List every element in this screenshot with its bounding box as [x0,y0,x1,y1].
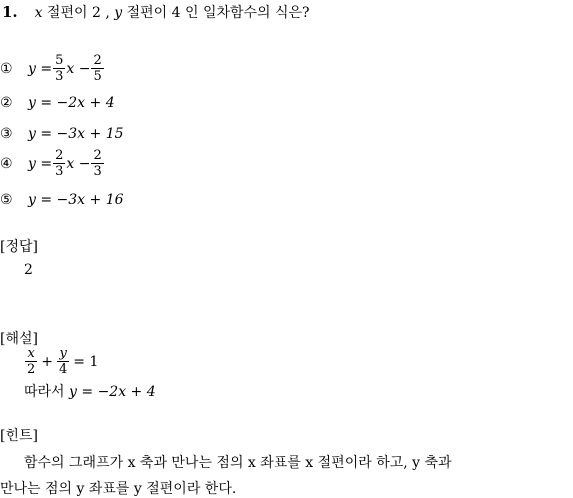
answer-value: 2 [24,262,33,278]
fraction-numerator: 2 [55,148,64,163]
choice-mark: ③ [0,126,13,142]
fraction-numerator: y [59,346,67,361]
choice-4[interactable] [0,148,105,179]
choice-5[interactable] [0,192,124,208]
fraction-denominator: 3 [93,164,102,179]
explanation-expr: y = −2x + 4 [69,384,156,400]
choice-1[interactable] [0,53,105,84]
question [2,2,310,22]
choice-lhs: y = [28,60,53,77]
explanation-prefix: 따라서 [24,384,70,400]
choice-expr: −2x + 4 [56,95,115,111]
choice-mark: ② [0,95,13,111]
choice-expr: −3x + 15 [56,126,124,142]
question-text-part-2: y [114,5,123,21]
hint-line1: 함수의 그래프가 x 축과 만나는 점의 x 좌표를 x 절편이라 하고, y 축과 [24,455,452,471]
choice-mid: x − [66,155,91,172]
choice-lhs: y = [28,95,53,111]
choice-mark: ① [0,60,13,77]
fraction-denominator: 4 [59,362,68,377]
explanation-line2 [24,381,156,401]
fraction [91,53,103,84]
fraction [91,148,103,179]
answer-heading: [정답] [0,239,38,255]
choice-mid: x − [66,60,91,77]
hint-line2: 만나는 점의 y 좌표를 y 절편이라 한다. [0,481,237,497]
fraction-denominator: 3 [55,164,64,179]
choice-lhs: y = [28,126,53,142]
question-text-part-3: 절편이 4 인 일차함수의 식은? [122,5,310,21]
plus-sign: + [41,353,54,370]
explanation-equation [24,346,98,377]
explanation-heading: [해설] [0,331,38,347]
choice-3[interactable] [0,126,124,142]
fraction-numerator: 2 [93,148,102,163]
hint-heading: [힌트] [0,428,38,444]
question-text-part-0: x [34,5,43,21]
fraction-numerator: x [27,346,35,361]
choice-expr: −3x + 16 [56,192,124,208]
choice-mark: ④ [0,155,13,172]
fraction-denominator: 5 [93,69,102,84]
fraction-denominator: 3 [55,69,64,84]
choice-2[interactable] [0,95,115,111]
question-number: 1. [2,3,18,21]
fraction-denominator: 2 [27,362,36,377]
fraction-numerator: 5 [55,53,64,68]
fraction [25,346,37,377]
choice-mark: ⑤ [0,192,13,208]
fraction [53,148,65,179]
choice-lhs: y = [28,155,53,172]
fraction-numerator: 2 [93,53,102,68]
fraction [53,53,65,84]
fraction [57,346,69,377]
question-text-part-1: 절편이 2 , [42,5,115,21]
equals-one: = 1 [73,353,99,370]
choice-lhs: y = [28,192,53,208]
